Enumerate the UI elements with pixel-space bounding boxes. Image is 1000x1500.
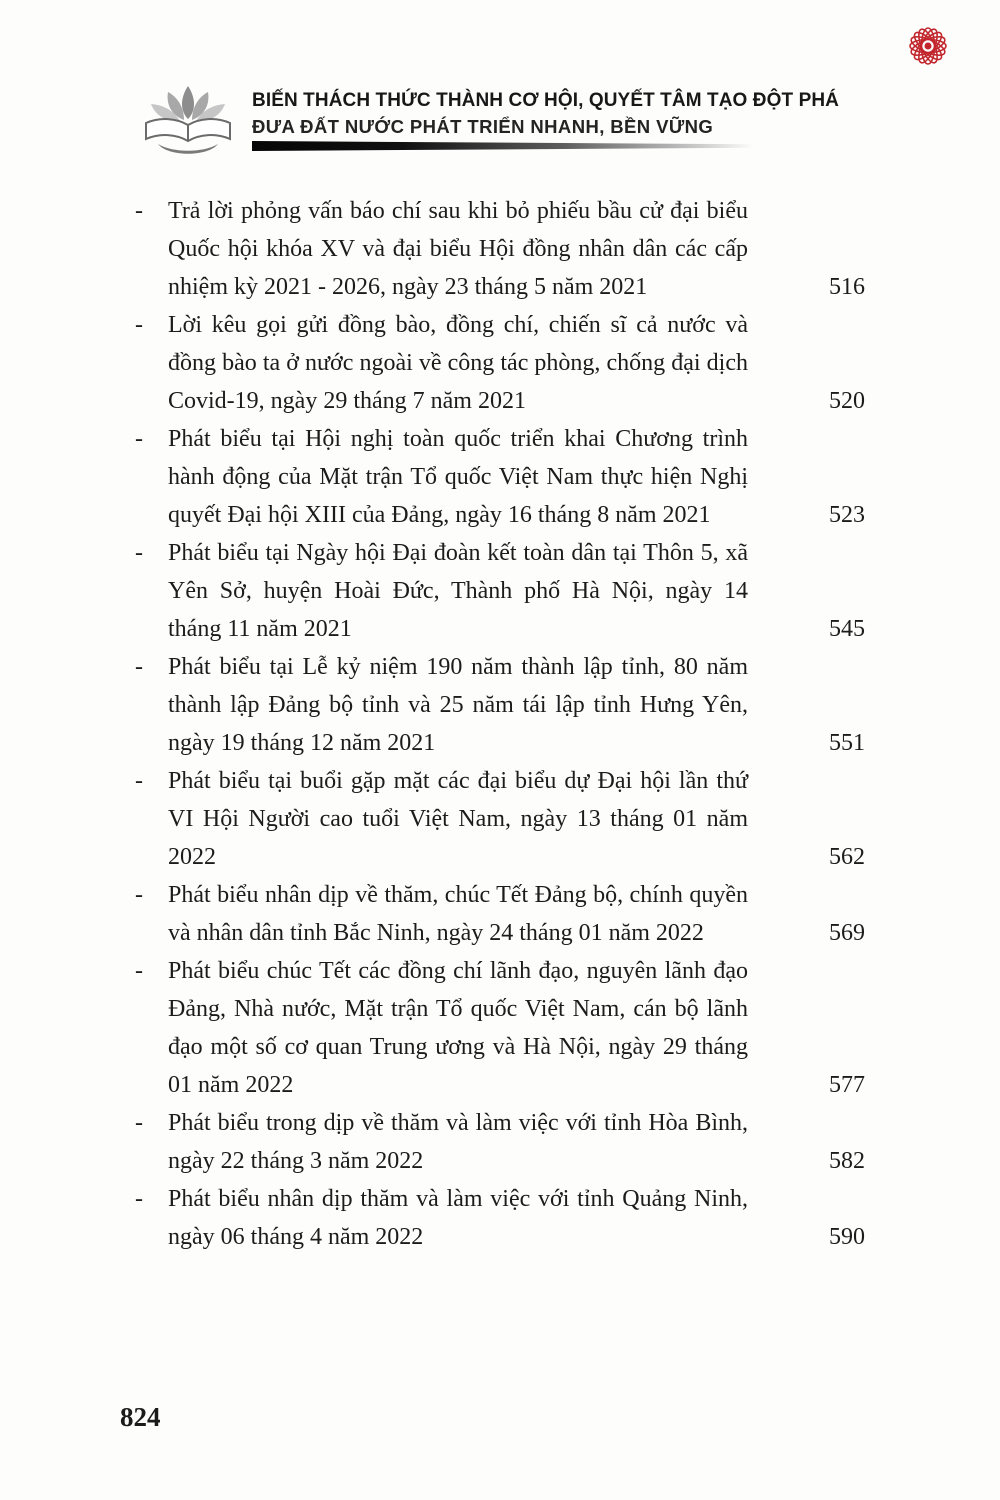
toc-entry-title: Phát biểu tại buổi gặp mặt các đại biểu dự Đại hội lần thứ VI Hội Người cao tuổi Việt Nam, ngày 13 tháng 01 năm 2022 — [168, 768, 748, 870]
toc-list — [135, 192, 865, 1256]
toc-entry-title: Phát biểu tại Lễ kỷ niệm 190 năm thành lập tỉnh, 80 năm thành lập Đảng bộ tỉnh và 25 năm tái lập tỉnh Hưng Yên, ngày 19 tháng 12 năm 2021 — [168, 654, 748, 756]
lotus-book-logo-icon — [138, 84, 238, 160]
toc-entry — [135, 876, 865, 952]
toc-entry — [135, 648, 865, 762]
header-title-line2: ĐƯA ĐẤT NƯỚC PHÁT TRIỂN NHANH, BỀN VỮNG — [252, 116, 714, 137]
toc-entry-dash: - — [135, 768, 143, 794]
toc-entry — [135, 952, 865, 1104]
toc-entry-dash: - — [135, 198, 143, 224]
toc-entry-title: Phát biểu tại Ngày hội Đại đoàn kết toàn dân tại Thôn 5, xã Yên Sở, huyện Hoài Đức, Thành phố Hà Nội, ngày 14 tháng 11 năm 2021 — [168, 540, 748, 642]
toc-entry-page: 520 — [829, 388, 865, 414]
toc-entry-title: Trả lời phỏng vấn báo chí sau khi bỏ phiếu bầu cử đại biểu Quốc hội khóa XV và đại biểu Hội đồng nhân dân các cấp nhiệm kỳ 2021 - 2026, ngày 23 tháng 5 năm 2021 — [168, 198, 748, 300]
toc-entry-title: Phát biểu nhân dịp về thăm, chúc Tết Đảng bộ, chính quyền và nhân dân tỉnh Bắc Ninh, ngày 24 tháng 01 năm 2022 — [168, 882, 748, 946]
toc-entry-page: 545 — [829, 616, 865, 642]
toc-entry-dash: - — [135, 540, 143, 566]
toc-entry-dash: - — [135, 958, 143, 984]
toc-entry-dash: - — [135, 312, 143, 338]
toc-entry — [135, 762, 865, 876]
toc-entry — [135, 192, 865, 306]
toc-entry — [135, 1104, 865, 1180]
page-header — [138, 84, 839, 160]
toc-entry-title: Phát biểu trong dịp về thăm và làm việc với tỉnh Hòa Bình, ngày 22 tháng 3 năm 2022 — [168, 1110, 748, 1174]
toc-entry-page: 516 — [829, 274, 865, 300]
toc-entry — [135, 1180, 865, 1256]
toc-entry — [135, 420, 865, 534]
toc-entry-title: Phát biểu chúc Tết các đồng chí lãnh đạo, nguyên lãnh đạo Đảng, Nhà nước, Mặt trận Tổ quốc Việt Nam, cán bộ lãnh đạo một số cơ quan Trung ương và Hà Nội, ngày 29 tháng 01 năm 2022 — [168, 958, 748, 1098]
toc-entry-title: Phát biểu tại Hội nghị toàn quốc triển khai Chương trình hành động của Mặt trận Tổ quốc Việt Nam thực hiện Nghị quyết Đại hội XIII của Đảng, ngày 16 tháng 8 năm 2021 — [168, 426, 748, 528]
folio-page-number: 824 — [120, 1402, 161, 1432]
red-rosette-ornament-icon — [902, 20, 954, 72]
toc-entry-page: 562 — [829, 844, 865, 870]
toc-entry-page: 551 — [829, 730, 865, 756]
toc-entry-dash: - — [135, 882, 143, 908]
toc-entry — [135, 306, 865, 420]
toc-entry-title: Lời kêu gọi gửi đồng bào, đồng chí, chiến sĩ cả nước và đồng bào ta ở nước ngoài về công tác phòng, chống đại dịch Covid-19, ngày 29 tháng 7 năm 2021 — [168, 312, 748, 414]
header-title-line1: BIẾN THÁCH THỨC THÀNH CƠ HỘI, QUYẾT TÂM TẠO ĐỘT PHÁ — [252, 90, 839, 111]
toc-entry-dash: - — [135, 654, 143, 680]
toc-entry-dash: - — [135, 1186, 143, 1212]
toc-entry — [135, 534, 865, 648]
toc-entry-dash: - — [135, 1110, 143, 1136]
header-divider-bar — [252, 141, 754, 151]
toc-entry-page: 577 — [829, 1072, 865, 1098]
toc-entry-page: 582 — [829, 1148, 865, 1174]
toc-entry-page: 590 — [829, 1224, 865, 1250]
toc-entry-page: 523 — [829, 502, 865, 528]
toc-entry-page: 569 — [829, 920, 865, 946]
toc-entry-dash: - — [135, 426, 143, 452]
toc-entry-title: Phát biểu nhân dịp thăm và làm việc với tỉnh Quảng Ninh, ngày 06 tháng 4 năm 2022 — [168, 1186, 748, 1250]
header-text-block — [252, 84, 839, 151]
